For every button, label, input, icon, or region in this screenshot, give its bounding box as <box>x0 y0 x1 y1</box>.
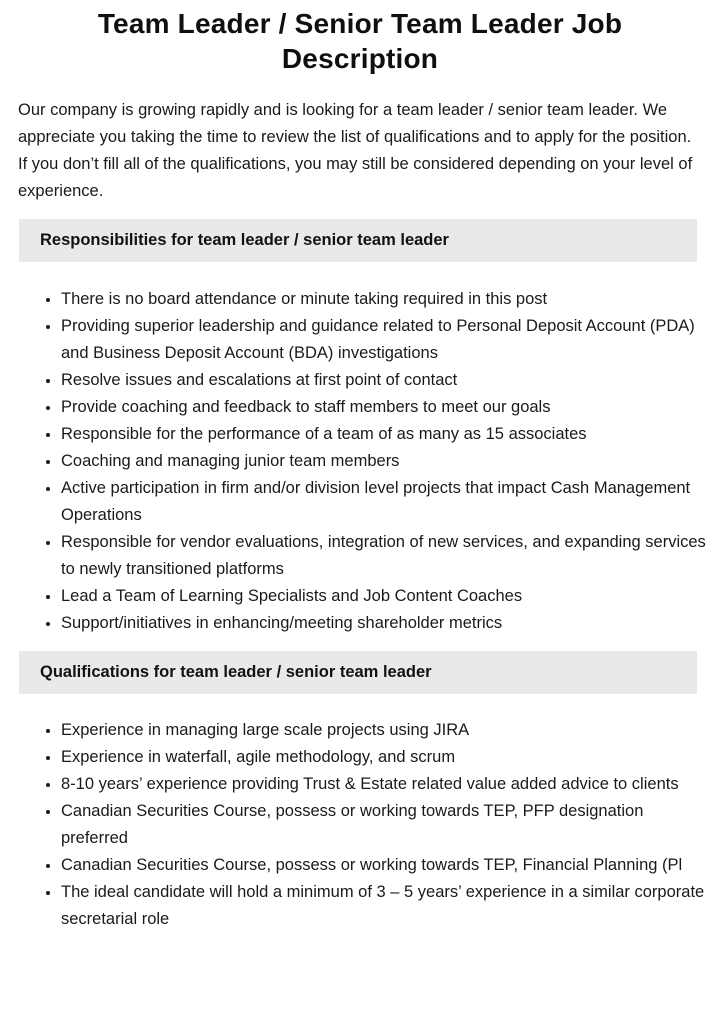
list-item: • Providing superior leadership and guidance related to Personal Deposit Account (PDA) and Business Deposit Account (BDA) investigations <box>61 313 708 367</box>
responsibilities-section-header <box>19 219 697 262</box>
list-item: • Active participation in firm and/or division level projects that impact Cash Management Operations <box>61 475 708 529</box>
qualifications-list <box>18 717 708 933</box>
list-item: • Resolve issues and escalations at first point of contact <box>61 367 708 394</box>
list-item: • Canadian Securities Course, possess or working towards TEP, PFP designation preferred <box>61 798 708 852</box>
list-item: • Support/initiatives in enhancing/meeting shareholder metrics <box>61 610 708 637</box>
list-item: • Canadian Securities Course, possess or working towards TEP, Financial Planning (Pl <box>61 852 708 879</box>
list-item: • Responsible for the performance of a team of as many as 15 associates <box>61 421 708 448</box>
list-item: • Experience in managing large scale projects using JIRA <box>61 717 708 744</box>
list-item: • Lead a Team of Learning Specialists and Job Content Coaches <box>61 583 708 610</box>
list-item: • Coaching and managing junior team members <box>61 448 708 475</box>
responsibilities-heading: Responsibilities for team leader / senior team leader <box>40 231 449 249</box>
list-item: • The ideal candidate will hold a minimum of 3 – 5 years’ experience in a similar corporate secretarial role <box>61 879 708 933</box>
list-item: • There is no board attendance or minute taking required in this post <box>61 286 708 313</box>
list-item: • 8-10 years’ experience providing Trust & Estate related value added advice to clients <box>61 771 708 798</box>
responsibilities-list <box>18 286 708 637</box>
qualifications-heading: Qualifications for team leader / senior team leader <box>40 663 432 681</box>
list-item: • Provide coaching and feedback to staff members to meet our goals <box>61 394 708 421</box>
list-item: • Responsible for vendor evaluations, integration of new services, and expanding services to newly transitioned platforms <box>61 529 708 583</box>
page-title: Team Leader / Senior Team Leader Job Description <box>97 8 623 74</box>
qualifications-section-header <box>19 651 697 694</box>
intro-paragraph: Our company is growing rapidly and is looking for a team leader / senior team leader. We appreciate you taking the time to review the list of qualifications and to apply for the position. If you don’t fill all of the qualifications, you may still be considered depending on your level of experience. <box>18 101 693 200</box>
list-item: • Experience in waterfall, agile methodology, and scrum <box>61 744 708 771</box>
